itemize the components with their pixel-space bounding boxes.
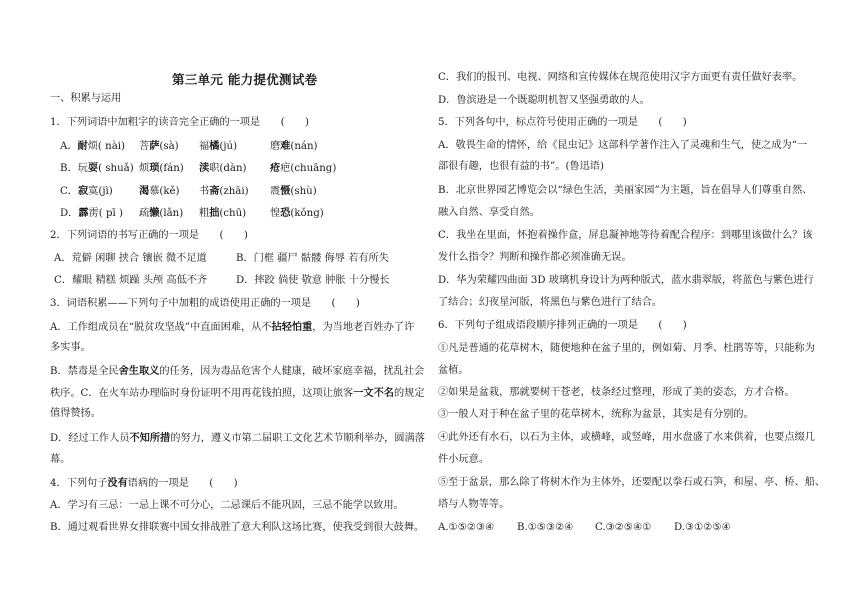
question-6-stem: 6．下列句子组成语段顺序排列正确的一项是 ( ) xyxy=(438,320,687,331)
q6-sentence-5-line1: ⑤至于盆景，那么除了将树木作为主体外，还要配以拳石或石笋，和屋、亭、桥、船、 xyxy=(438,477,826,488)
q3-option-b-line1: B．禁毒是全民舍生取义的任务，因为毒品危害个人健康，破坏家庭幸福，扰乱社会 xyxy=(50,365,425,377)
q2-option-b: B．门框 疆尸 骷髅 侮辱 若有所失 xyxy=(236,253,389,264)
q6-option-b: B.①⑤③②④ xyxy=(517,522,574,533)
q1-option-b2: 烦琐(fán) xyxy=(139,162,184,174)
q6-sentence-3: ③一般人对于种在盆子里的花草树木，统称为盆景，其实是有分别的。 xyxy=(438,409,754,420)
q6-option-d: D.③①②⑤④ xyxy=(674,522,731,533)
question-4-stem: 4．下列句子没有语病的一项是 ( ) xyxy=(50,477,238,489)
q5-option-b-line2: 融入自然、享受自然。 xyxy=(438,207,540,218)
q3-option-d-line1: D．经过工作人员不知所措的努力，遵义市第二届职工文化艺术节顺利举办，圆满落 xyxy=(50,432,425,444)
q2-option-c: C．耀眼 精糕 烦躁 头颅 高低不齐 xyxy=(54,275,208,286)
question-3-stem: 3．词语积累——下列句子中加粗的成语使用正确的一项是 ( ) xyxy=(50,298,360,309)
q1-option-d4: 惶恐(kǒng) xyxy=(270,207,324,219)
q6-option-a: A.①⑤②③④ xyxy=(438,522,495,533)
q6-sentence-5-line2: 塔与人物等等。 xyxy=(438,499,510,510)
q1-option-c4: 震慑(shù) xyxy=(270,185,317,197)
q6-sentence-1-line1: ①凡是普通的花草树木，随便地种在盆子里的，例如菊、月季、杜鹃等等，只能称为 xyxy=(438,343,815,354)
q4-option-b: B．通过观看世界女排联赛中国女排战胜了意大利队这场比赛，使我受到很大鼓舞。 xyxy=(50,522,425,533)
q3-option-a-line1: A．工作组成员在“脱贫攻坚战”中直面困难，从不拈轻怕重，为当地老百姓办了许 xyxy=(50,321,415,333)
q4-option-d: D．鲁滨逊是一个既聪明机智又坚强勇敢的人。 xyxy=(438,95,650,106)
q3-option-b-line2: 秩序。C．在火车站办理临时身份证明不用再花钱拍照，这项让旅客一文不名的规定 xyxy=(50,387,425,399)
section-heading: 一、积累与运用 xyxy=(50,93,122,104)
q6-sentence-4-line2: 件小玩意。 xyxy=(438,454,489,465)
q1-option-a2: 菩萨(sà) xyxy=(139,140,179,152)
q6-sentence-1-line2: 盆植。 xyxy=(438,365,469,376)
question-5-stem: 5．下列各句中，标点符号使用正确的一项是 ( ) xyxy=(438,117,687,128)
q1-option-a3: 福橘(jú) xyxy=(199,140,238,152)
q1-option-d1: D．霹雳( pī ) xyxy=(60,207,123,219)
q6-sentence-4-line1: ④此外还有水石，以石为主体，或横峰，或竖峰，用水盘盛了水来供着，也要点缀几 xyxy=(438,432,815,443)
q1-option-c1: C．寂寞(jì) xyxy=(60,185,113,197)
q3-option-b-line3: 值得赞扬。 xyxy=(50,408,101,419)
question-2-stem: 2．下列词语的书写正确的一项是 ( ) xyxy=(50,230,248,241)
q5-option-c-line2: 发什么指令？判断和操作都必须准确无误。 xyxy=(438,252,632,263)
q3-option-d-line2: 幕。 xyxy=(50,454,71,465)
q5-option-a-line2: 部很有趣，也很有益的书”。(鲁迅语) xyxy=(438,161,604,172)
q1-option-a1: A．耐烦( nài) xyxy=(60,140,126,152)
q1-option-d2: 疏懒(lǎn) xyxy=(139,207,184,219)
q5-option-a-line1: A．敬畏生命的情怀，给《昆虫记》这部科学著作注入了灵魂和生气，使之成为“一 xyxy=(438,140,808,151)
question-1-stem: 1．下列词语中加粗字的读音完全正确的一项是 ( ) xyxy=(50,117,309,128)
q6-option-c: C.③②⑤④① xyxy=(595,522,652,533)
q1-option-c3: 书斋(zhāi) xyxy=(199,185,249,197)
page-title: 第三单元 能力提优测试卷 xyxy=(172,72,318,87)
q4-option-a: A．学习有三忌：一忌上课不可分心，二忌课后不能巩固，三忌不能学以致用。 xyxy=(50,500,404,511)
q1-option-b3: 渎职(dàn) xyxy=(199,162,247,174)
q5-option-d-line2: 了结合；幻夜星河版，将黑色与紫色进行了结合。 xyxy=(438,297,663,308)
q5-option-d-line1: D．华为荣耀四曲面 3D 玻璃机身设计为两种版式，蓝水翡翠版，将蓝色与紫色进行 xyxy=(438,275,814,286)
q2-option-a: A．荒僻 闲聊 挟合 镶嵌 微不足道 xyxy=(54,253,207,264)
q1-option-b1: B．玩耍( shuǎ) xyxy=(60,162,134,174)
q5-option-c-line1: C．我坐在里面，怀抱着操作盒，屏息凝神地等待着配合程序：到哪里该做什么？该 xyxy=(438,230,813,241)
q1-option-d3: 粗拙(chū) xyxy=(199,207,247,219)
q5-option-b-line1: B．北京世界园艺博览会以“绿色生活，美丽家园”为主题，旨在倡导人们尊重自然、 xyxy=(438,185,813,196)
q4-option-c: C．我们的报刊、电视、网络和宣传媒体在规范使用汉字方面更有责任做好表率。 xyxy=(438,72,803,83)
q3-option-a-line2: 多实事。 xyxy=(50,342,91,353)
q1-option-a4: 磨难(nán) xyxy=(270,140,318,152)
q6-sentence-2: ②如果是盆栽，那就要树干苍老，枝条经过整理，形成了美的姿态，方才合格。 xyxy=(438,387,795,398)
q1-option-c2: 渴慕(kě) xyxy=(139,185,180,197)
q1-option-b4: 疮疤(chuāng) xyxy=(270,162,337,174)
q2-option-d: D．摔跤 倘使 敬意 肿胀 十分慢长 xyxy=(236,275,390,286)
